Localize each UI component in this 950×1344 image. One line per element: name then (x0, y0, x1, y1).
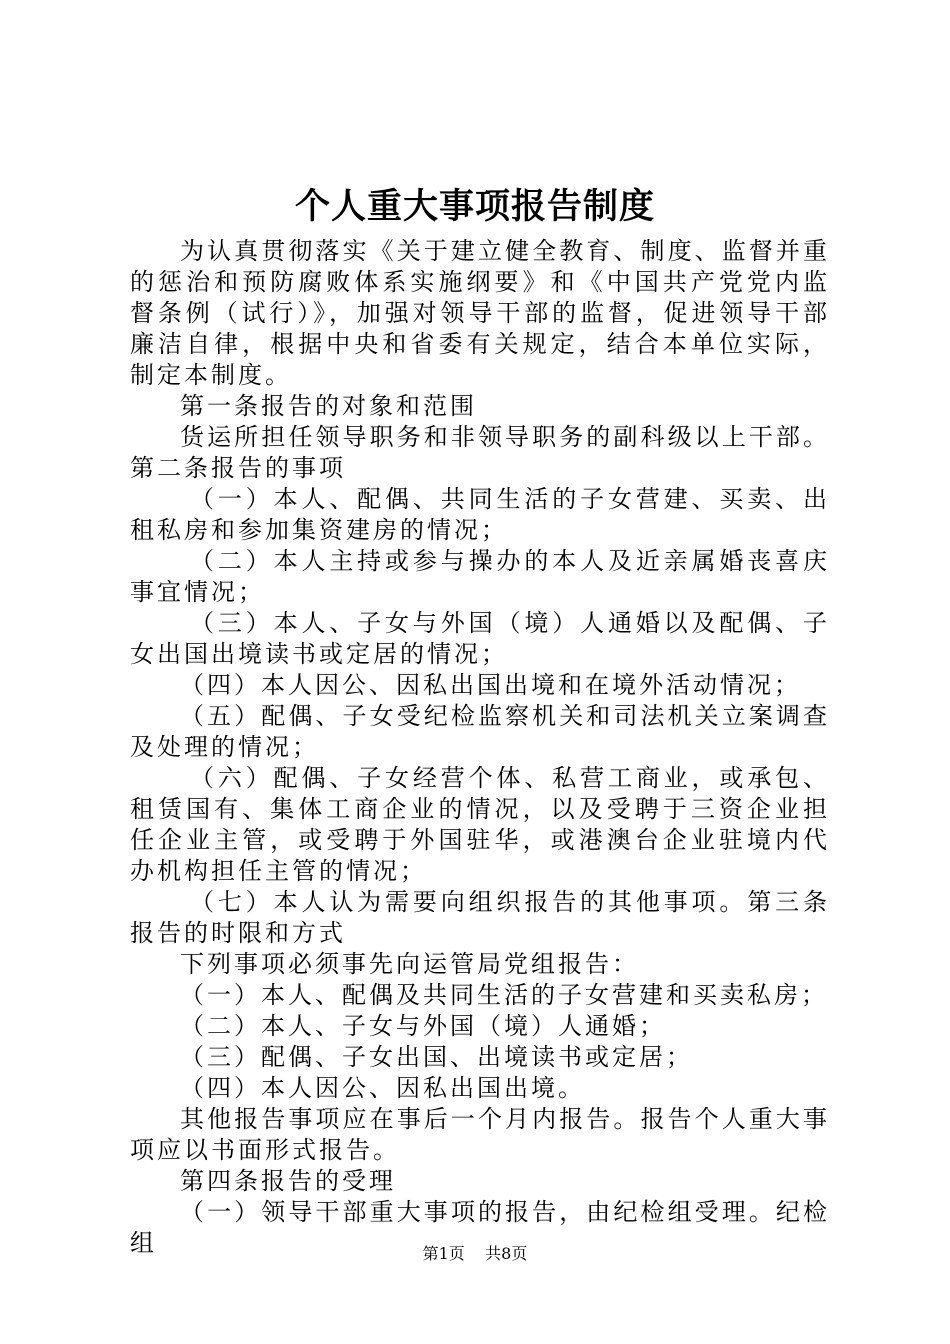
body-paragraph: 下列事项必须事先向运管局党组报告： (180, 950, 639, 978)
page-number: 第1页 (422, 1244, 465, 1263)
document-body (130, 236, 830, 1259)
body-paragraph: （五）配偶、子女受纪检监察机关和司法机关立案调查及处理的情况； (130, 702, 830, 761)
body-paragraph: （四）本人因公、因私出国出境和在境外活动情况； (180, 671, 801, 699)
body-paragraph: 其他报告事项应在事后一个月内报告。报告个人重大事项应以书面形式报告。 (130, 1105, 830, 1164)
body-paragraph: （三）本人、子女与外国（境）人通婚以及配偶、子女出国出境读书或定居的情况； (130, 609, 830, 668)
body-paragraph: 第四条报告的受理 (180, 1167, 396, 1195)
body-paragraph: 货运所担任领导职务和非领导职务的副科级以上干部。第二条报告的事项 (130, 423, 830, 482)
page-total: 共8页 (485, 1244, 528, 1263)
body-paragraph: （二）本人主持或参与操办的本人及近亲属婚丧喜庆事宜情况； (130, 547, 830, 606)
document-title: 个人重大事项报告制度 (294, 186, 655, 227)
body-paragraph: （一）领导干部重大事项的报告，由纪检组受理。纪检组 (130, 1198, 830, 1257)
body-paragraph: （七）本人认为需要向组织报告的其他事项。第三条报告的时限和方式 (130, 888, 830, 947)
body-paragraph: 第一条报告的对象和范围 (180, 392, 477, 420)
footer-separator (470, 1244, 480, 1263)
body-paragraph: （三）配偶、子女出国、出境读书或定居； (180, 1043, 693, 1071)
body-paragraph: （一）本人、配偶及共同生活的子女营建和买卖私房； (180, 981, 828, 1009)
page-footer (0, 1243, 950, 1265)
body-paragraph: （一）本人、配偶、共同生活的子女营建、买卖、出租私房和参加集资建房的情况； (130, 485, 830, 544)
body-paragraph: 为认真贯彻落实《关于建立健全教育、制度、监督并重的惩治和预防腐败体系实施纲要》和《中国共产党党内监督条例（试行）》，加强对领导干部的监督，促进领导干部廉洁自律，根据中央和省委有关规定，结合本单位实际，制定本制度。 (130, 237, 830, 389)
body-paragraph: （二）本人、子女与外国（境）人通婚； (180, 1012, 666, 1040)
body-paragraph: （四）本人因公、因私出国出境。 (180, 1074, 585, 1102)
body-paragraph: （六）配偶、子女经营个体、私营工商业，或承包、租赁国有、集体工商企业的情况，以及受聘于三资企业担任企业主管，或受聘于外国驻华，或港澳台企业驻境内代办机构担任主管的情况； (130, 764, 830, 885)
